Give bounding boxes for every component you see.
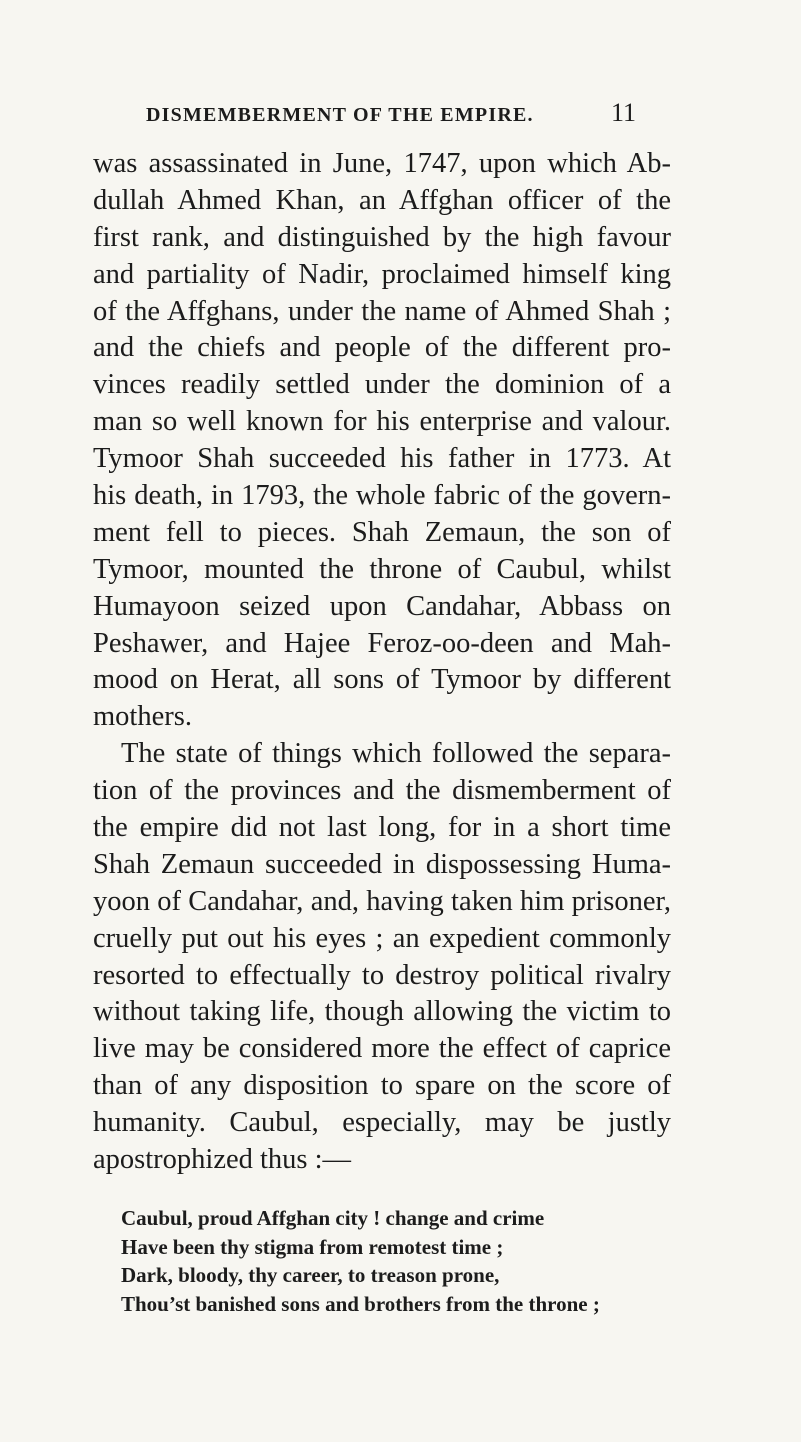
text-line: without taking life, though allowing the victim to — [93, 996, 671, 1028]
verse-line: Thou’st banished sons and brothers from the throne ; — [121, 1291, 600, 1316]
verse-line: Dark, bloody, thy career, to treason prone, — [121, 1263, 500, 1287]
text-line: his death, in 1793, the whole fabric of the govern- — [93, 480, 671, 512]
text-line: live may be considered more the effect of caprice — [93, 1033, 671, 1065]
text-line: Humayoon seized upon Candahar, Abbass on — [93, 590, 671, 622]
text-line: mothers. — [93, 701, 192, 733]
text-line: was assassinated in June, 1747, upon which Ab- — [93, 148, 671, 179]
text-line: dullah Ahmed Khan, an Affghan officer of the — [93, 184, 671, 216]
text-line: cruelly put out his eyes ; an expedient commonly — [93, 922, 671, 954]
text-line: The state of things which followed the separa- — [121, 738, 671, 770]
text-line: the empire did not last long, for in a short time — [93, 812, 671, 844]
text-line: ment fell to pieces. Shah Zemaun, the son of — [93, 516, 671, 548]
text-line: Tymoor Shah succeeded his father in 1773. At — [93, 443, 671, 475]
text-line: Peshawer, and Hajee Feroz-oo-deen and Mah- — [93, 627, 671, 659]
header-title: DISMEMBERMENT OF THE EMPIRE. — [146, 104, 534, 126]
text-line: than of any disposition to spare on the score of — [93, 1070, 671, 1102]
text-line: man so well known for his enterprise and valour. — [93, 406, 671, 438]
text-line: humanity. Caubul, especially, may be justly — [93, 1107, 671, 1139]
text-line: yoon of Candahar, and, having taken him prisoner, — [93, 885, 671, 917]
text-line: of the Affghans, under the name of Ahmed Shah ; — [93, 295, 671, 327]
text-line: Tymoor, mounted the throne of Caubul, whilst — [93, 553, 671, 585]
body-text — [93, 146, 671, 1179]
text-line: resorted to effectually to destroy political rivalry — [93, 959, 671, 991]
text-line: Shah Zemaun succeeded in dispossessing Huma- — [93, 848, 671, 880]
text-line: tion of the provinces and the dismemberment of — [93, 775, 671, 807]
verse-line: Caubul, proud Affghan city ! change and crime — [121, 1206, 545, 1230]
text-line: and partiality of Nadir, proclaimed himself king — [93, 258, 671, 290]
running-header — [146, 98, 636, 134]
text-line: first rank, and distinguished by the high favour — [93, 221, 671, 253]
verse-quotation — [121, 1204, 600, 1318]
verse-line: Have been thy stigma from remotest time ; — [121, 1234, 504, 1259]
text-line: mood on Herat, all sons of Tymoor by different — [93, 664, 671, 696]
text-line: apostrophized thus :— — [93, 1144, 352, 1176]
page-number: 11 — [610, 98, 636, 127]
text-line: vinces readily settled under the dominion of a — [93, 369, 671, 401]
paragraph-1 — [93, 146, 671, 736]
paragraph-2 — [93, 736, 671, 1179]
text-line: and the chiefs and people of the different pro- — [93, 332, 671, 364]
